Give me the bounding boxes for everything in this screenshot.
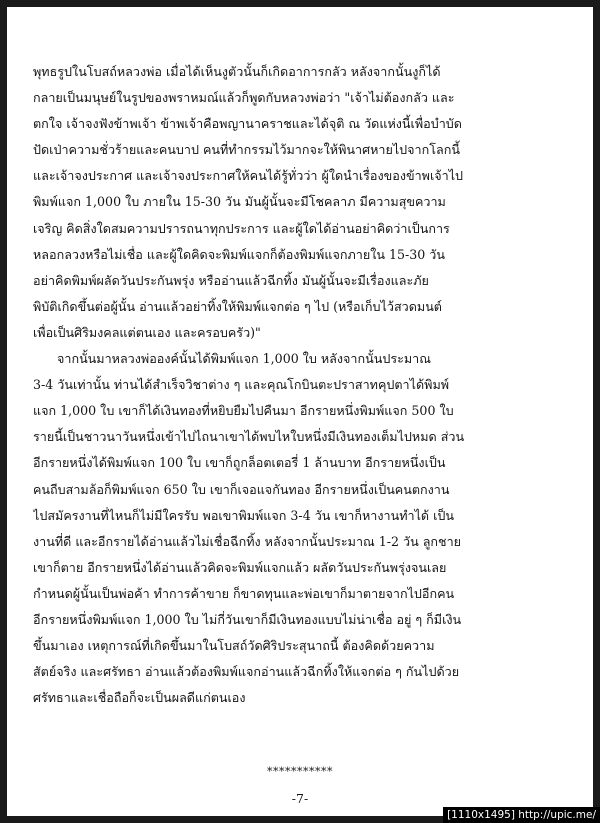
text-line: และเจ้าจงประกาศ และเจ้าจงประกาศให้คนได้รู้ทั่วว่า ผู้ใดนำเรื่องของข้าพเจ้าไป xyxy=(33,168,464,184)
text-line: เพื่อเป็นศิริมงคลแต่ตนเอง และครอบครัว)" xyxy=(33,324,261,340)
text-line: พิมพ์แจก 1,000 ใบ ภายใน 15-30 วัน มันผู้นั้นจะมีโชคลาภ มีความสุขความ xyxy=(33,194,446,210)
text-line: สัตย์จริง และศรัทธา อ่านแล้วต้องพิมพ์แจกอ่านแล้วฉีกทิ้งให้แจกต่อ ๆ กันไปด้วย xyxy=(33,664,460,680)
text-line: กลายเป็นมนุษย์ในรูปของพราหมณ์แล้วก็พูดกับหลวงพ่อว่า "เจ้าไม่ต้องกลัว และ xyxy=(33,90,455,106)
text-line: พุทธรูปในโบสถ์หลวงพ่อ เมื่อได้เห็นงูตัวนั้นก็เกิดอาการกลัว หลังจากนั้นงูก็ได้ xyxy=(33,64,441,79)
text-line: รายนี้เป็นชาวนาวันหนึ่งเข้าไปไถนาเขาได้พบไหใบหนึ่งมีเงินทองเต็มไปหมด ส่วน xyxy=(33,429,465,445)
text-line: ตกใจ เจ้าจงฟังข้าพเจ้า ข้าพเจ้าคือพญานาคราชและได้จุติ ณ วัดแห่งนี้เพื่อบำบัด xyxy=(33,116,462,132)
page-number: -7- xyxy=(291,791,309,806)
text-line: กำหนดผู้นั้นเป็นพ่อค้า ทำการค้าขาย ก็ขาดทุนและพ่อเขาก็มาตายจากไปอีกคน xyxy=(33,585,455,601)
text-line: งานที่ดี และอีกรายได้อ่านแล้วไม่เชื่อฉีกทิ้ง หลังจากนั้นประมาณ 1-2 วัน ลูกชาย xyxy=(33,533,462,549)
body-text xyxy=(33,59,573,711)
text-line: ปัดเป่าความชั่วร้ายและคนบาป คนที่ทำกรรมไว้มากจะให้พินาศหายไปจากโลกนี้ xyxy=(33,142,460,158)
text-line: คนถีบสามล้อก็พิมพ์แจก 650 ใบ เขาก็เจอแจกันทอง อีกรายหนึ่งเป็นคนตกงาน xyxy=(33,481,450,497)
text-line: แจก 1,000 ใบ เขาก็ได้เงินทองที่หยิบยืมไปคืนมา อีกรายหนึ่งพิมพ์แจก 500 ใบ xyxy=(33,403,454,419)
paragraph-start-line: จากนั้นมาหลวงพ่อองค์นั้นได้พิมพ์แจก 1,000 ใบ หลังจากนั้นประมาณ xyxy=(57,351,431,367)
text-line: อีกรายหนึ่งได้พิมพ์แจก 100 ใบ เขาก็ถูกล็อตเตอรี่ 1 ล้านบาท อีกรายหนึ่งเป็น xyxy=(33,455,446,471)
section-separator: *********** xyxy=(267,765,333,778)
text-line: เขาก็ตาย อีกรายหนึ่งได้อ่านแล้วคิดจะพิมพ์แจกแล้ว ผลัดวันประกันพรุ่งจนเลย xyxy=(33,559,447,575)
text-line: หลอกลวงหรือไม่เชื่อ และผู้ใดคิดจะพิมพ์แจกก็ต้องพิมพ์แจกภายใน 15-30 วัน xyxy=(33,246,445,262)
text-line: อย่าคิดพิมพ์ผลัดวันประกันพรุ่ง หรืออ่านแล้วฉีกทิ้ง มันผู้นั้นจะมีเรื่องและภัย xyxy=(33,272,429,288)
text-line: เจริญ คิดสิ่งใดสมความปรารถนาทุกประการ และผู้ใดได้อ่านอย่าคิดว่าเป็นการ xyxy=(33,220,450,236)
text-line: ศรัทธาและเชื่อถือก็จะเป็นผลดีแก่ตนเอง xyxy=(33,690,246,706)
image-host-watermark: [1110x1495] http://upic.me/ xyxy=(443,807,600,823)
text-line: ไปสมัครงานที่ไหนก็ไม่มีใครรับ พอเขาพิมพ์แจก 3-4 วัน เขาก็หางานทำได้ เป็น xyxy=(33,507,454,523)
text-line: พิบัติเกิดขึ้นต่อผู้นั้น อ่านแล้วอย่าทิ้งให้พิมพ์แจกต่อ ๆ ไป (หรือเก็บไว้สวดมนต์ xyxy=(33,298,442,314)
text-line: 3-4 วันเท่านั้น ท่านได้สำเร็จวิชาต่าง ๆ และคุณโกบินตะปราสาทคุปตาได้พิมพ์ xyxy=(33,377,450,393)
text-line: อีกรายหนึ่งพิมพ์แจก 1,000 ใบ ไม่กี่วันเขาก็มีเงินทองแบบไม่น่าเชื่อ อยู่ ๆ ก็มีเงิน xyxy=(33,611,462,627)
text-line: ขึ้นมาเอง เหตุการณ์ที่เกิดขึ้นมาในโบสถ์วัดศิริประสุนาถนี้ ต้องคิดด้วยความ xyxy=(33,638,435,654)
document-page xyxy=(7,7,593,816)
